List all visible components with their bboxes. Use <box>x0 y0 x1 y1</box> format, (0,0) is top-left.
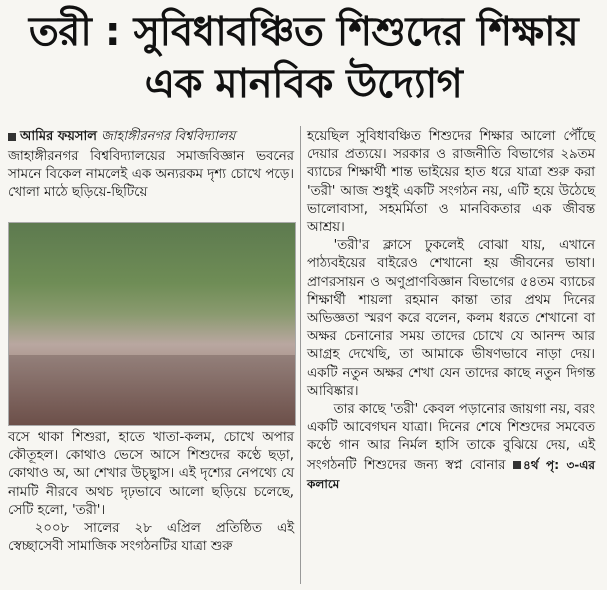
photo-shade <box>9 355 295 425</box>
left-column-intro <box>8 148 294 203</box>
right-column <box>307 128 595 494</box>
paragraph-journey-text: তার কাছে 'তরী' কেবল পড়ানোর জায়গা নয়, বরং একটি আবেগঘন যাত্রা। দিনের শেষে শিশুদের সমবেত কণ্ঠে গান আর নির্মল হাসি তাকে বুঝিয়ে দেয়, এই সংগঠনটি শিশুদের জন্য স্বপ্ন বোনার <box>307 402 595 473</box>
headline-line-2: এক মানবিক উদ্যোগ <box>144 61 463 107</box>
headline-line-1: তরী : সুবিধাবঞ্চিত শিশুদের শিক্ষায় <box>28 9 579 55</box>
article-photo <box>8 222 296 426</box>
continued-square-icon <box>513 461 521 469</box>
byline <box>8 128 294 146</box>
paragraph-founding: ২০০৮ সালের ২৮ এপ্রিল প্রতিষ্ঠিত এই স্বেচ্ছাসেবী সামাজিক সংগঠনটির যাত্রা শুরু <box>8 521 294 555</box>
paragraph-class: 'তরী'র ক্লাসে ঢুকলেই বোঝা যায়, এখানে পাঠ্যবইয়ের বাইরেও শেখানো হয় জীবনের ভাষা। প্রাণরসায়ন ও অণুপ্রাণবিজ্ঞান বিভাগের ৫৪তম ব্যাচের শিক্ষার্থী শায়লা রহমান কান্তা তার প্রথম দিনের অভিজ্ঞতা স্মরণ করে বলেন, কলম ধরতে শেখানো বা অক্ষর চেনানোর সময় তাদের চোখে যে আনন্দ আর আগ্রহ দেখেছি, তা আমাকে ভীষণভাবে নাড়া দেয়। একটি নতুন অক্ষর শেখা যেন তাদের কাছে নতুন দিগন্ত আবিষ্কার। <box>307 238 595 399</box>
bullet-square-icon <box>8 133 16 141</box>
byline-author: আমির ফয়সাল <box>20 129 97 144</box>
byline-institution: জাহাঙ্গীরনগর বিশ্ববিদ্যালয় <box>101 129 236 144</box>
continued-text: ৪র্থ পৃ: ৩-এর কলামে <box>307 457 595 491</box>
paragraph-scene: বসে থাকা শিশুরা, হাতে খাতা-কলম, চোখে অপার কৌতূহল। কোথাও ভেসে আসে শিশুদের কণ্ঠে ছড়া, কোথাও অ, আ শেখার উচ্ছ্বাস। এই দৃশ্যের নেপথ্যে যে নামটি নীরবে অথচ দৃঢ়ভাবে আলো ছড়িয়ে চলেছে, সেটি হলো, 'তরী'। <box>8 430 294 518</box>
left-column-body <box>8 429 294 556</box>
paragraph-intro: জাহাঙ্গীরনগর বিশ্ববিদ্যালয়ের সমাজবিজ্ঞান ভবনের সামনে বিকেল নামলেই এক অন্যরকম দৃশ্য চোখে পড়ে। খোলা মাঠে ছড়িয়ে-ছিটিয়ে <box>8 149 294 201</box>
column-divider <box>300 126 301 584</box>
paragraph-journey <box>307 401 595 494</box>
paragraph-origin: হয়েছিল সুবিধাবঞ্চিত শিশুদের শিক্ষার আলো পৌঁছে দেয়ার প্রত্যয়ে। সরকার ও রাজনীতি বিভাগের ২৯তম ব্যাচের শিক্ষার্থী শান্ত ভাইয়ের হাত ধরে যাত্রা শুরু করা 'তরী' আজ শুধুই একটি সংগঠন নয়, এটি হয়ে উঠেছে ভালোবাসা, সহমর্মিতা ও মানবিকতার এক জীবন্ত আশ্রয়। <box>307 129 595 236</box>
